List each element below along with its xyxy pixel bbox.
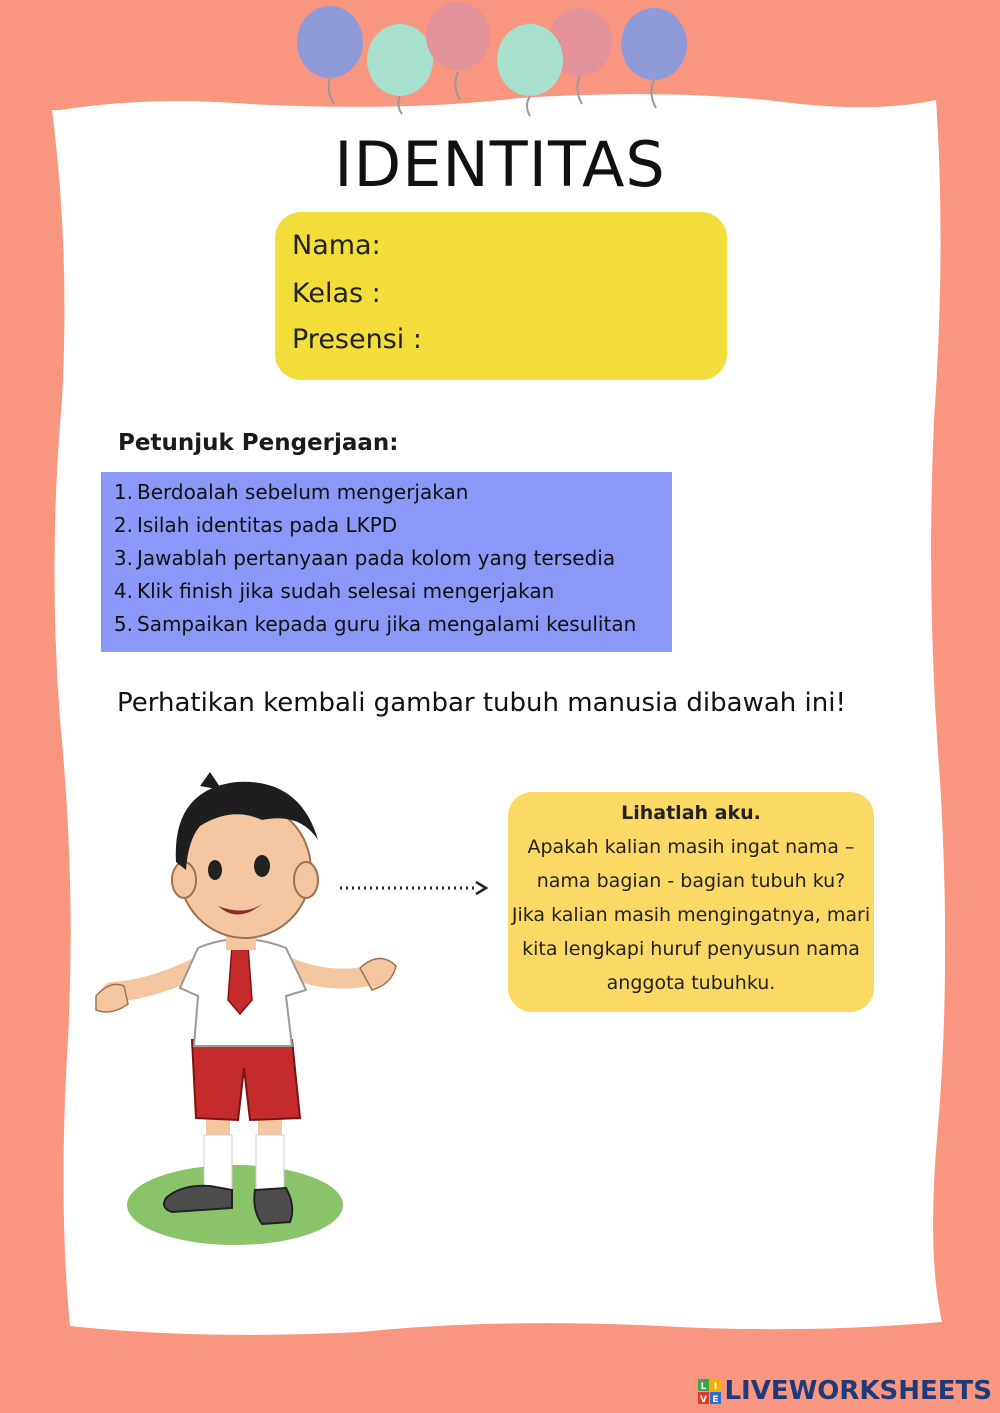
liveworksheets-logo [698, 1376, 992, 1406]
balloon-icon [367, 24, 433, 114]
liveworksheets-text: LIVEWORKSHEETS [724, 1376, 992, 1406]
list-item: 4. Klik finish jika sudah selesai mengerjakan [113, 579, 555, 603]
bubble-title: Lihatlah aku. [621, 802, 761, 824]
balloon-icon [297, 6, 363, 104]
bubble-line: anggota tubuhku. [606, 972, 776, 994]
bubble-line: kita lengkapi huruf penyusun nama [522, 938, 860, 960]
name-label: Nama: [292, 230, 381, 261]
badge-letter: L [701, 1381, 707, 1392]
badge-letter: E [712, 1394, 720, 1405]
badge-letter: V [700, 1394, 708, 1405]
speech-bubble [508, 792, 874, 1012]
attendance-label: Presensi : [292, 324, 422, 355]
balloon-icon [621, 8, 687, 108]
list-item: 5. Sampaikan kepada guru jika mengalami kesulitan [113, 612, 637, 636]
bubble-line: Apakah kalian masih ingat nama – [527, 836, 855, 858]
list-item: 1. Berdoalah sebelum mengerjakan [113, 480, 469, 504]
list-item: 3. Jawablah pertanyaan pada kolom yang tersedia [113, 546, 616, 570]
grass-shadow [127, 1165, 343, 1245]
bubble-line: nama bagian - bagian tubuh ku? [536, 870, 846, 892]
body-note: Perhatikan kembali gambar tubuh manusia dibawah ini! [117, 688, 846, 718]
class-label: Kelas : [292, 278, 381, 309]
instructions-heading: Petunjuk Pengerjaan: [118, 430, 399, 456]
page-title: IDENTITAS [334, 128, 666, 201]
list-item: 2. Isilah identitas pada LKPD [113, 513, 398, 537]
identity-box [275, 212, 727, 380]
badge-letter: I [714, 1381, 718, 1392]
liveworksheets-badge-icon [698, 1379, 722, 1405]
balloon-icon [426, 2, 490, 100]
bubble-line: Jika kalian masih mengingatnya, mari [511, 904, 871, 926]
instructions-box [101, 472, 672, 652]
